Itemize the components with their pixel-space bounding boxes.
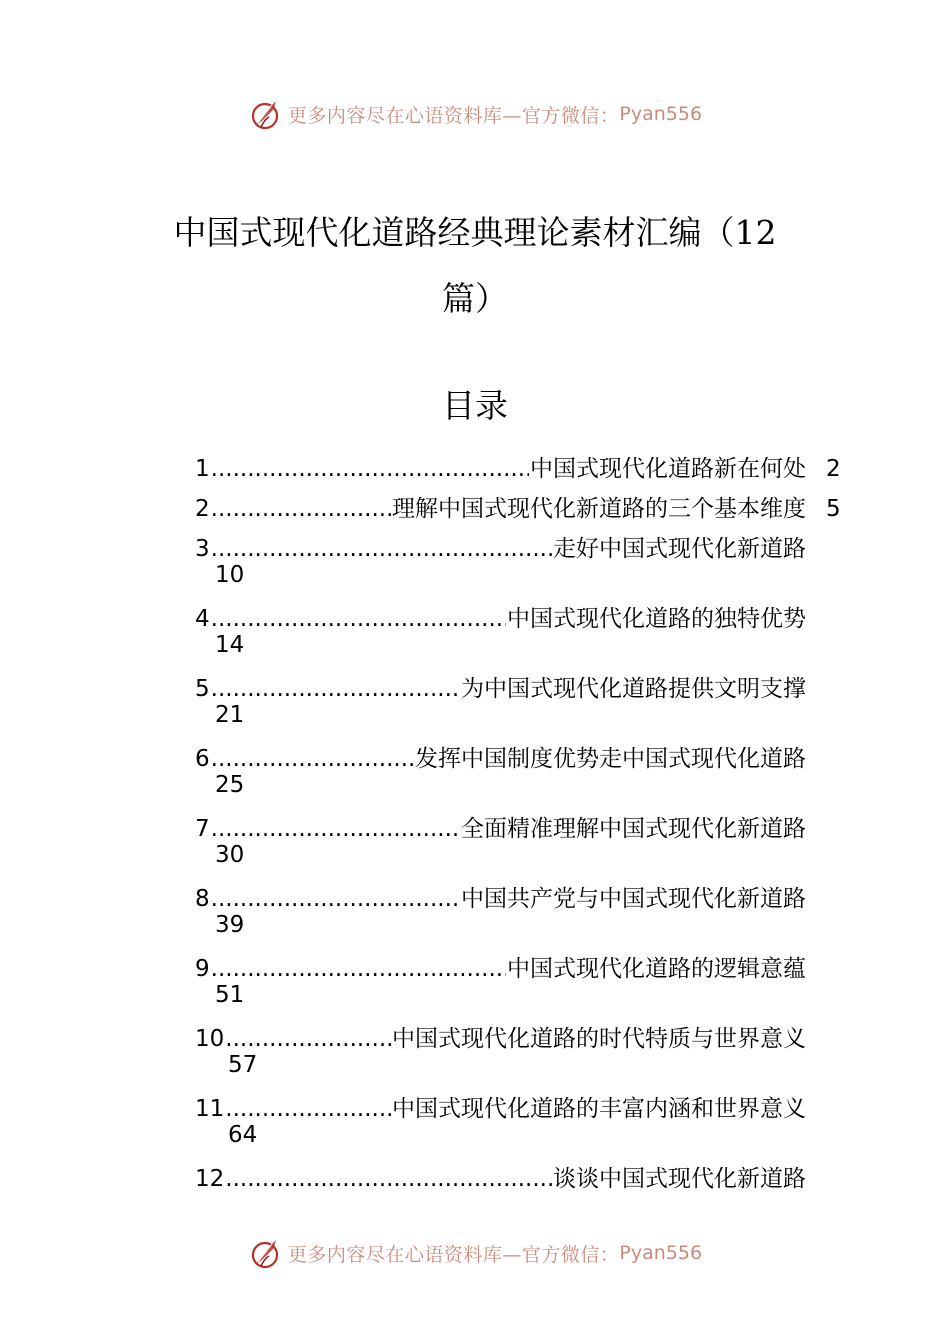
toc-entry-page: 14 <box>215 632 245 658</box>
dot-leader <box>211 496 391 522</box>
dot-leader <box>211 746 414 772</box>
toc-entry-page: 21 <box>215 702 245 728</box>
dot-leader <box>225 1026 391 1052</box>
toc-entry-3[interactable] <box>195 530 855 590</box>
toc-entry-6[interactable] <box>195 740 855 800</box>
toc-entry-page: 30 <box>215 842 245 868</box>
quill-pen-logo-icon <box>248 1236 282 1270</box>
toc-entry-title: 走好中国式现代化新道路 <box>553 536 806 562</box>
toc-entry-9[interactable] <box>195 950 855 1010</box>
toc-entry-title: 中国式现代化道路的时代特质与世界意义 <box>392 1026 806 1052</box>
header-banner <box>0 94 950 134</box>
toc-entry-title: 中国式现代化道路的逻辑意蕴 <box>507 956 806 982</box>
toc-entry-number: 5 <box>195 676 210 702</box>
toc-entry-page: 51 <box>215 982 245 1008</box>
dot-leader <box>211 956 506 982</box>
toc-entry-page: 39 <box>215 912 245 938</box>
banner-text: 更多内容尽在心语资料库—官方微信： <box>287 104 620 127</box>
toc-entry-number: 2 <box>195 496 210 522</box>
toc-entry-number: 8 <box>195 886 210 912</box>
toc-entry-page: 57 <box>228 1052 258 1078</box>
toc-entry-8[interactable] <box>195 880 855 940</box>
toc-entry-1[interactable] <box>195 450 855 480</box>
toc-entry-title: 理解中国式现代化新道路的三个基本维度 <box>392 496 806 522</box>
toc-entry-title: 中国共产党与中国式现代化新道路 <box>461 886 806 912</box>
dot-leader <box>225 1096 391 1122</box>
toc-entry-page: 2 <box>826 456 841 482</box>
toc-entry-title: 谈谈中国式现代化新道路 <box>553 1166 806 1192</box>
quill-pen-logo-icon <box>248 97 282 131</box>
toc-entry-number: 3 <box>195 536 210 562</box>
toc-entry-title: 全面精准理解中国式现代化新道路 <box>461 816 806 842</box>
toc-entry-number: 1 <box>195 456 210 482</box>
toc-entry-number: 11 <box>195 1096 225 1122</box>
toc-entry-number: 6 <box>195 746 210 772</box>
toc-entry-page: 5 <box>826 496 841 522</box>
toc-entry-number: 12 <box>195 1166 225 1192</box>
toc-entry-title: 中国式现代化道路的丰富内涵和世界意义 <box>392 1096 806 1122</box>
dot-leader <box>211 536 552 562</box>
dot-leader <box>225 1166 552 1192</box>
banner-wechat-id: Pyan556 <box>619 1242 703 1264</box>
toc-entry-7[interactable] <box>195 810 855 870</box>
toc-entry-page: 64 <box>228 1122 258 1148</box>
toc-entry-4[interactable] <box>195 600 855 660</box>
toc-entry-10[interactable] <box>195 1020 855 1080</box>
toc-entry-5[interactable] <box>195 670 855 730</box>
dot-leader <box>211 886 460 912</box>
dot-leader <box>211 606 506 632</box>
dot-leader <box>211 676 460 702</box>
toc-entry-number: 4 <box>195 606 210 632</box>
footer-banner <box>0 1233 950 1273</box>
toc-entry-number: 10 <box>195 1026 225 1052</box>
banner-text: 更多内容尽在心语资料库—官方微信： <box>287 1243 620 1266</box>
toc-entry-11[interactable] <box>195 1090 855 1150</box>
document-title: 中国式现代化道路经典理论素材汇编（12篇） <box>173 213 777 318</box>
toc-entry-page: 25 <box>215 772 245 798</box>
toc-heading: 目录 <box>442 386 508 425</box>
toc-entry-12[interactable] <box>195 1160 855 1190</box>
toc-entry-title: 发挥中国制度优势走中国式现代化道路 <box>415 746 806 772</box>
toc-entry-title: 为中国式现代化道路提供文明支撑 <box>461 676 806 702</box>
toc-entry-number: 9 <box>195 956 210 982</box>
toc-entry-title: 中国式现代化道路新在何处 <box>530 456 806 482</box>
toc-entry-page: 10 <box>215 562 245 588</box>
banner-wechat-id: Pyan556 <box>619 103 703 125</box>
toc-entry-number: 7 <box>195 816 210 842</box>
dot-leader <box>211 816 460 842</box>
dot-leader <box>211 456 529 482</box>
table-of-contents <box>195 450 855 1200</box>
toc-entry-2[interactable] <box>195 490 855 520</box>
toc-entry-title: 中国式现代化道路的独特优势 <box>507 606 806 632</box>
